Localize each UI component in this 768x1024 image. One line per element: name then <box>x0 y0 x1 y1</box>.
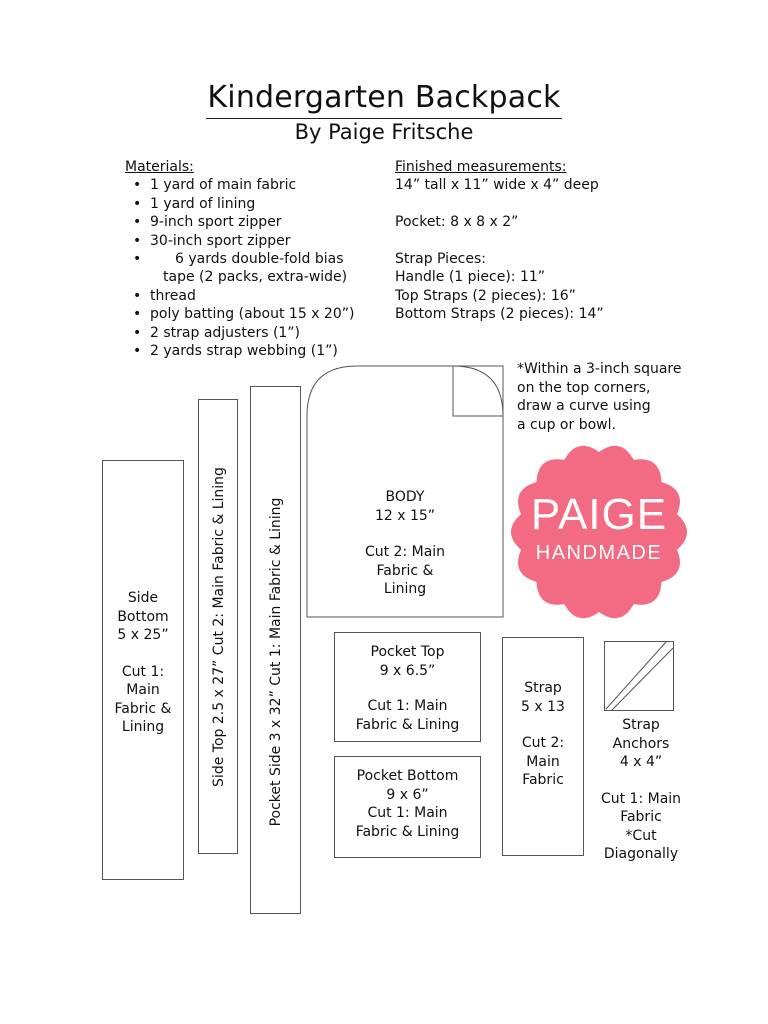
list-item: • 2 yards strap webbing (1”) <box>133 343 338 360</box>
strap-anchors-piece <box>604 641 674 711</box>
list-item: • 6 yards double-fold bias tape (2 packs, extra-wide) <box>133 251 348 286</box>
materials-section <box>125 158 390 360</box>
pocket-bottom-piece: Pocket Bottom 9 x 6” Cut 1: Main Fabric & Lining <box>334 756 481 858</box>
logo-text-handmade: HANDMADE <box>535 542 663 564</box>
pocket-top-piece: Pocket Top 9 x 6.5” Cut 1: Main Fabric & Lining <box>334 632 481 742</box>
list-item: • poly batting (about 15 x 20”) <box>133 306 355 323</box>
measurements-heading: Finished measurements: <box>395 159 567 175</box>
materials-list <box>125 176 390 360</box>
materials-heading: Materials: <box>125 159 194 175</box>
body-piece-text: BODY 12 x 15” Cut 2: Main Fabric & Lining <box>364 489 446 597</box>
pocket-size: Pocket: 8 x 8 x 2” <box>395 214 519 231</box>
list-item: • 2 strap adjusters (1”) <box>133 324 301 341</box>
finished-measurements-section <box>395 158 735 324</box>
list-item: • 1 yard of lining <box>133 195 256 212</box>
strap-anchors-text: Strap Anchors 4 x 4” Cut 1: Main Fabric *Cut Diagonally <box>600 717 682 862</box>
top-straps-length: Top Straps (2 pieces): 16” <box>395 287 576 304</box>
logo-text-paige: PAIGE <box>530 490 668 539</box>
list-item: • 30-inch sport zipper <box>133 232 291 249</box>
list-item: • thread <box>133 287 196 304</box>
side-top-label: Side Top 2.5 x 27” Cut 2: Main Fabric & Lining <box>211 467 227 787</box>
strap-piece: Strap 5 x 13 Cut 2: Main Fabric <box>502 637 584 856</box>
finished-size: 14” tall x 11” wide x 4” deep <box>395 177 599 194</box>
pocket-side-label: Pocket Side 3 x 32” Cut 1: Main Fabric & Lining <box>268 497 284 827</box>
side-bottom-piece: Side Bottom 5 x 25” Cut 1: Main Fabric & Lining <box>102 460 184 880</box>
strap-pieces-heading: Strap Pieces: <box>395 251 487 267</box>
bottom-straps-length: Bottom Straps (2 pieces): 14” <box>395 306 604 323</box>
handle-length: Handle (1 piece): 11” <box>395 269 546 286</box>
page-title: Kindergarten Backpack <box>207 80 561 115</box>
page-subtitle: By Paige Fritsche <box>294 120 474 144</box>
list-item: • 9-inch sport zipper <box>133 214 282 231</box>
paige-handmade-logo <box>509 442 689 622</box>
pocket-side-piece <box>250 386 301 914</box>
list-item: • 1 yard of main fabric <box>133 177 297 194</box>
side-top-piece <box>198 399 238 854</box>
corner-curve-note: *Within a 3-inch square on the top corners, draw a curve using a cup or bowl. <box>517 361 682 433</box>
title-underline <box>206 118 562 119</box>
